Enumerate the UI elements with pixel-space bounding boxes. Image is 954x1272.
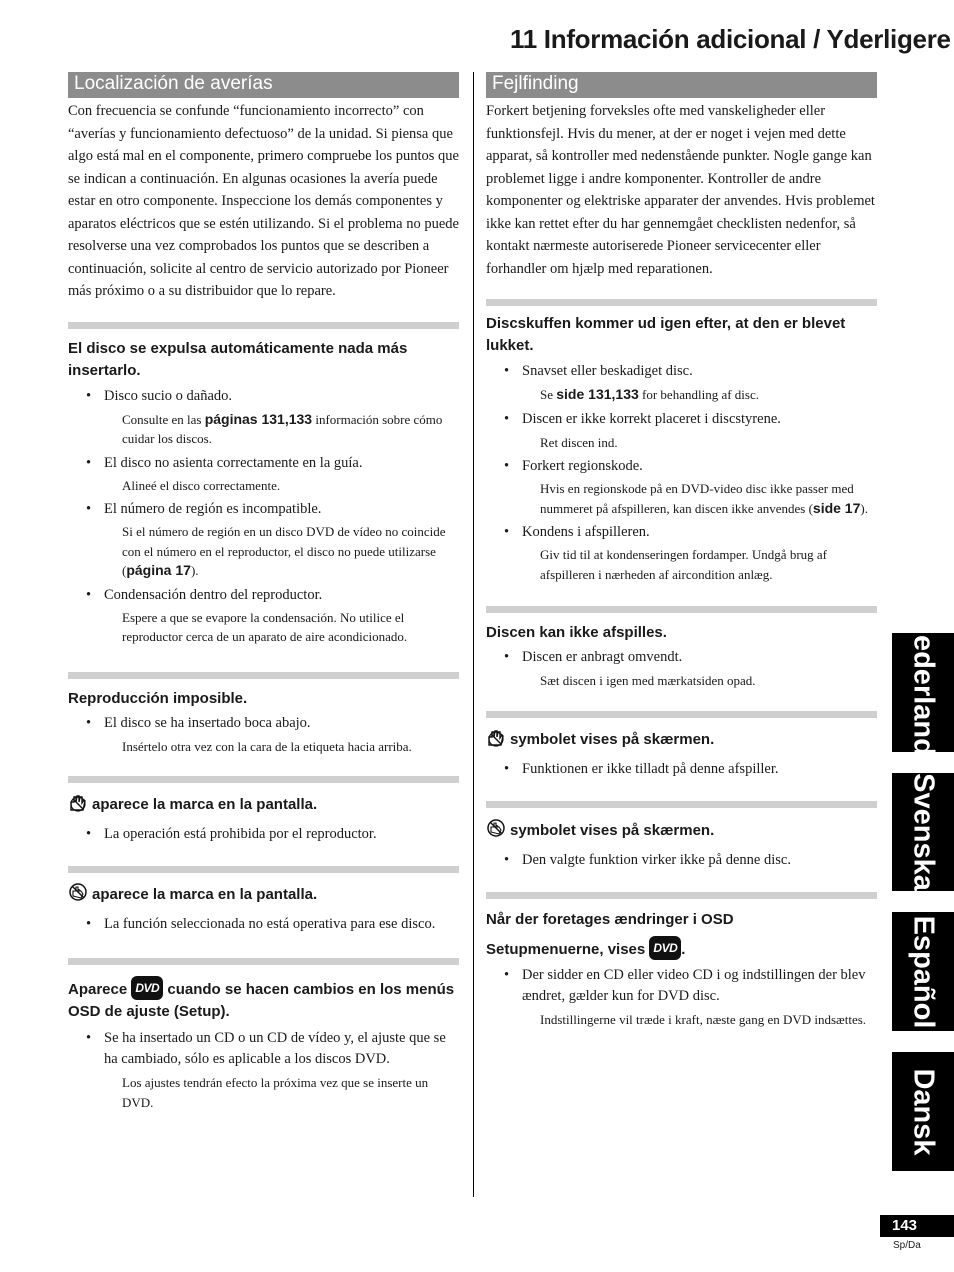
- column-divider: [473, 72, 474, 1197]
- divider-bar: [68, 322, 459, 329]
- divider-bar: [486, 711, 877, 718]
- bullet-da-3-1: • Funktionen er ikke tilladt på denne afspiller.: [486, 759, 877, 780]
- dvd-logo-icon: DVD: [649, 936, 681, 960]
- note-es-1-3: Si el número de región en un disco DVD de vídeo no coincide con el número en el reproductor, el disco no puede utilizarse (página 17).: [122, 524, 446, 578]
- heading-da-5-line1: Når der foretages ændringer i OSD: [486, 910, 734, 928]
- bullet-es-3-1: • La operación está prohibida por el reproductor.: [68, 824, 459, 845]
- heading-da-5-line2: Setupmenuerne, vises DVD .: [486, 936, 877, 961]
- note-es-1-1: Consulte en las páginas 131,133 información sobre cómo cuidar los discos.: [122, 410, 443, 446]
- bullet-es-1-3: • El número de región es incompatible.: [68, 499, 459, 520]
- note-da-5-1: Indstillingerne vil træde i kraft, næste gang en DVD indsættes.: [540, 1011, 867, 1027]
- language-tab-dansk[interactable]: Dansk: [892, 1052, 954, 1171]
- divider-bar: [68, 672, 459, 679]
- note-da-1-3: Hvis en regionskode på en DVD-video disc ikke passer med nummeret på afspilleren, kan discen ikke anvendes (side 17).: [540, 481, 868, 516]
- bullet-da-4-1: • Den valgte funktion virker ikke på denne disc.: [486, 850, 877, 871]
- bullet-da-1-2: • Discen er ikke korrekt placeret i discstyrene.: [486, 409, 877, 430]
- danish-column: [486, 72, 877, 1029]
- heading-es-2: Reproducción imposible.: [68, 689, 248, 707]
- prohibited-disc-icon: [68, 882, 88, 909]
- note-da-1-1: Se side 131,133 for behandling af disc.: [540, 386, 759, 402]
- divider-bar: [486, 299, 877, 306]
- heading-da-1: Discskuffen kommer ud igen efter, at den er blevet lukket.: [486, 315, 846, 354]
- heading-es-4: aparece la marca en la pantalla.: [68, 882, 459, 909]
- note-es-1-2: Alineé el disco correctamente.: [122, 477, 281, 493]
- divider-bar: [486, 801, 877, 808]
- prohibited-hand-icon: [486, 729, 506, 754]
- bullet-da-1-1: • Snavset eller beskadiget disc.: [486, 361, 877, 382]
- dvd-logo-icon: DVD: [131, 976, 163, 1000]
- heading-da-4: symbolet vises på skærmen.: [486, 818, 877, 845]
- heading-da-2: Discen kan ikke afspilles.: [486, 624, 667, 641]
- note-da-2-1: Sæt discen i igen med mærkatsiden opad.: [540, 673, 756, 688]
- note-es-2-1: Insértelo otra vez con la cara de la etiqueta hacia arriba.: [122, 738, 412, 754]
- page-number: 143: [880, 1215, 954, 1237]
- bullet-es-1-2: • El disco no asienta correctamente en la guía.: [68, 453, 459, 474]
- language-tab-svenska[interactable]: Svenska: [892, 773, 954, 891]
- divider-bar: [68, 866, 459, 873]
- heading-es-3: aparece la marca en la pantalla.: [68, 794, 459, 819]
- language-code: Sp/Da: [893, 1240, 921, 1251]
- divider-bar: [486, 606, 877, 613]
- section-title-es: Localización de averías: [68, 72, 459, 98]
- divider-bar: [68, 776, 459, 783]
- bullet-es-1-4: • Condensación dentro del reproductor.: [68, 585, 459, 606]
- bullet-es-2-1: • El disco se ha insertado boca abajo.: [68, 713, 459, 734]
- divider-bar: [68, 958, 459, 965]
- bullet-da-1-4: • Kondens i afspilleren.: [486, 522, 877, 543]
- intro-es: Con frecuencia se confunde “funcionamiento incorrecto” con “averías y funcionamiento defectuoso” de la unidad. Si piensa que algo está mal en el componente, primero compruebe los puntos que se indican a continuación. En algunas ocasiones la avería puede estar en otro componente. Inspeccione los demás componentes y aparatos eléctricos que se estén utilizando. Si el problema no puede resolverse una vez comprobados los puntos que se describen a continuación, solicite al centro de servicio autorizado por Pioneer más próximo o a su distribuidor que lo repare.: [68, 103, 459, 299]
- intro-da: Forkert betjening forveksles ofte med vanskeligheder eller funktionsfejl. Hvis du mener, at der er noget i vejen med dette apparat, så kontroller med nedenstående punkter. Nogle gange kan problemet ligge i andre komponenter. Kontroller de andre komponenter og elektriske apparater der anvendes. Hvis problemet ikke kan rettet efter du har gennemgået checklisten nedenfor, så kontakt nærmeste autoriserede Pioneer servicecenter eller forhandler om hjælp med reparationen.: [486, 103, 875, 277]
- heading-da-3: symbolet vises på skærmen.: [486, 729, 877, 754]
- heading-es-5: Aparece DVD cuando se hacen cambios en los menús OSD de ajuste (Setup).: [68, 976, 459, 1023]
- bullet-es-4-1: • La función seleccionada no está operativa para ese disco.: [68, 914, 459, 935]
- note-es-5-1: Los ajustes tendrán efecto la próxima vez que se inserte un DVD.: [122, 1075, 429, 1110]
- note-es-1-4: Espere a que se evapore la condensación. No utilice el reproductor cerca de un aparato de aire acondicionado.: [122, 609, 408, 644]
- heading-es-1: El disco se expulsa automáticamente nada más insertarlo.: [68, 339, 408, 379]
- language-tab-espanol[interactable]: Español: [892, 912, 954, 1031]
- section-title-da: Fejlfinding: [486, 72, 877, 98]
- language-tab-nederlands[interactable]: Nederlands: [892, 633, 954, 752]
- spanish-column: [68, 72, 459, 1112]
- prohibited-disc-icon: [486, 818, 506, 845]
- bullet-da-2-1: • Discen er anbragt omvendt.: [486, 647, 877, 668]
- note-da-1-4: Giv tid til at kondenseringen fordamper. Undgå brug af afspilleren i nærheden af aircondition anlæg.: [540, 547, 828, 582]
- prohibited-hand-icon: [68, 794, 88, 819]
- note-da-1-2: Ret discen ind.: [540, 434, 618, 450]
- bullet-es-5-1: • Se ha insertado un CD o un CD de vídeo y, el ajuste que se ha cambiado, sólo es aplicable a los discos DVD.: [68, 1028, 459, 1070]
- bullet-da-1-3: • Forkert regionskode.: [486, 456, 877, 477]
- bullet-da-5-1: • Der sidder en CD eller video CD i og indstillingen der blev ændret, gælder kun for DVD disc.: [486, 965, 877, 1007]
- divider-bar: [486, 892, 877, 899]
- bullet-es-1-1: • Disco sucio o dañado.: [68, 386, 459, 407]
- page-title: 11 Información adicional / Yderligere: [510, 24, 951, 54]
